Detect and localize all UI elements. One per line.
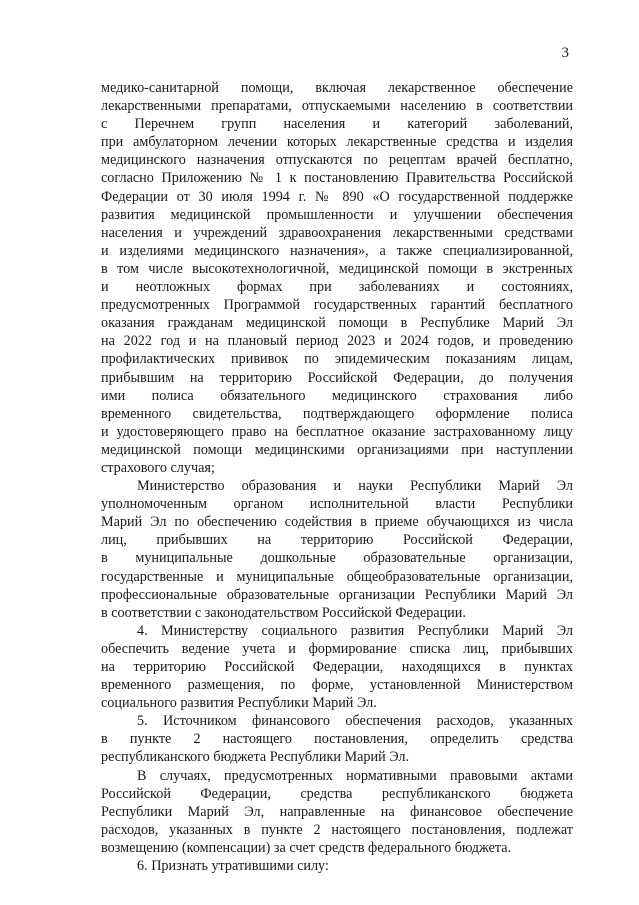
paragraph-medical-care — [101, 79, 573, 477]
text-line: населения и учреждений здравоохранения лекарственными средствами — [101, 224, 573, 241]
text-line: прибывшим на территорию Российской Федерации, до получения — [101, 369, 573, 386]
text-line: в соответствии с законодательством Российской Федерации. — [101, 604, 466, 621]
text-line: медико-санитарной помощи, включая лекарственное обеспечение — [101, 80, 573, 96]
text-line: Министерство образования и науки Республики Марий Эл — [137, 478, 573, 495]
text-line: медицинской помощи медицинскими организациями при наступлении — [101, 441, 573, 458]
text-line: Республики Марий Эл, направленные на финансовое обеспечение — [101, 803, 573, 820]
text-line: и удостоверяющего право на бесплатное оказание застрахованному лицу — [101, 423, 573, 440]
paragraph-ministry-education — [101, 477, 573, 622]
text-line: профилактических прививок по эпидемическим показаниям лицам, — [101, 351, 573, 368]
text-line: временного размещения, по форме, установленной Министерством — [101, 677, 573, 694]
text-line: 6. Признать утратившими силу: — [137, 858, 329, 875]
text-line: страхового случая; — [101, 459, 215, 476]
text-line: расходов, указанных в пункте 2 настоящего постановления, подлежат — [101, 821, 573, 838]
text-line: профессиональные образовательные организации Республики Марий Эл — [101, 586, 573, 603]
text-line: и неотложных формах при заболеваниях и состояниях, — [101, 279, 573, 296]
text-line: оказания гражданам медицинской помощи в Республике Марий Эл — [101, 315, 573, 332]
paragraph-item-6 — [101, 857, 573, 875]
paragraph-item-4 — [101, 622, 573, 712]
text-line: в пункте 2 настоящего постановления, определить средства — [101, 731, 573, 748]
paragraph-compensation — [101, 767, 573, 857]
text-line: Российской Федерации, средства республиканского бюджета — [101, 785, 573, 802]
text-line: и изделиями медицинского назначения», а также специализированной, — [101, 242, 573, 259]
text-line: социального развития Республики Марий Эл. — [101, 695, 377, 712]
text-line: на территорию Российской Федерации, находящихся в пунктах — [101, 659, 573, 675]
text-line: республиканского бюджета Республики Марий Эл. — [101, 749, 410, 766]
text-line: лиц, прибывших на территорию Российской Федерации, — [101, 532, 573, 549]
text-line: лекарственными препаратами, отпускаемыми населению в соответствии — [101, 98, 573, 115]
text-line: в том числе высокотехнологичной, медицинской помощи в экстренных — [101, 260, 573, 277]
document-body — [101, 79, 573, 875]
page-number: 3 — [561, 45, 569, 61]
text-line: Марий Эл по обеспечению содействия в приеме обучающихся из числа — [101, 514, 573, 531]
text-line: в муниципальные дошкольные образовательные организации, — [101, 550, 573, 567]
text-line: с Перечнем групп населения и категорий заболеваний, — [101, 116, 573, 133]
text-line: ими полиса обязательного медицинского страхования либо — [101, 387, 573, 404]
text-line: предусмотренных Программой государственных гарантий бесплатного — [101, 297, 573, 314]
text-line: согласно Приложению № 1 к постановлению Правительства Российской — [101, 170, 573, 187]
paragraph-item-5 — [101, 712, 573, 766]
text-line: уполномоченным органом исполнительной власти Республики — [101, 496, 573, 513]
text-line: 4. Министерству социального развития Республики Марий Эл — [137, 622, 573, 639]
text-line: обеспечить ведение учета и формирование списка лиц, прибывших — [101, 640, 573, 657]
text-line: возмещению (компенсации) за счет средств федерального бюджета. — [101, 839, 512, 856]
text-line: на 2022 год и на плановый период 2023 и 2024 годов, и проведению — [101, 333, 573, 350]
text-line: 5. Источником финансового обеспечения расходов, указанных — [137, 713, 573, 730]
text-line: государственные и муниципальные общеобразовательные организации, — [101, 568, 573, 585]
text-line: временного свидетельства, подтверждающего оформление полиса — [101, 405, 573, 422]
text-line: Федерации от 30 июля 1994 г. № 890 «О государственной поддержке — [101, 188, 573, 205]
text-line: В случаях, предусмотренных нормативными правовыми актами — [137, 767, 573, 784]
text-line: развития медицинской промышленности и улучшении обеспечения — [101, 206, 573, 223]
text-line: медицинского назначения отпускаются по рецептам врачей бесплатно, — [101, 152, 573, 169]
text-line: при амбулаторном лечении которых лекарственные средства и изделия — [101, 134, 573, 151]
